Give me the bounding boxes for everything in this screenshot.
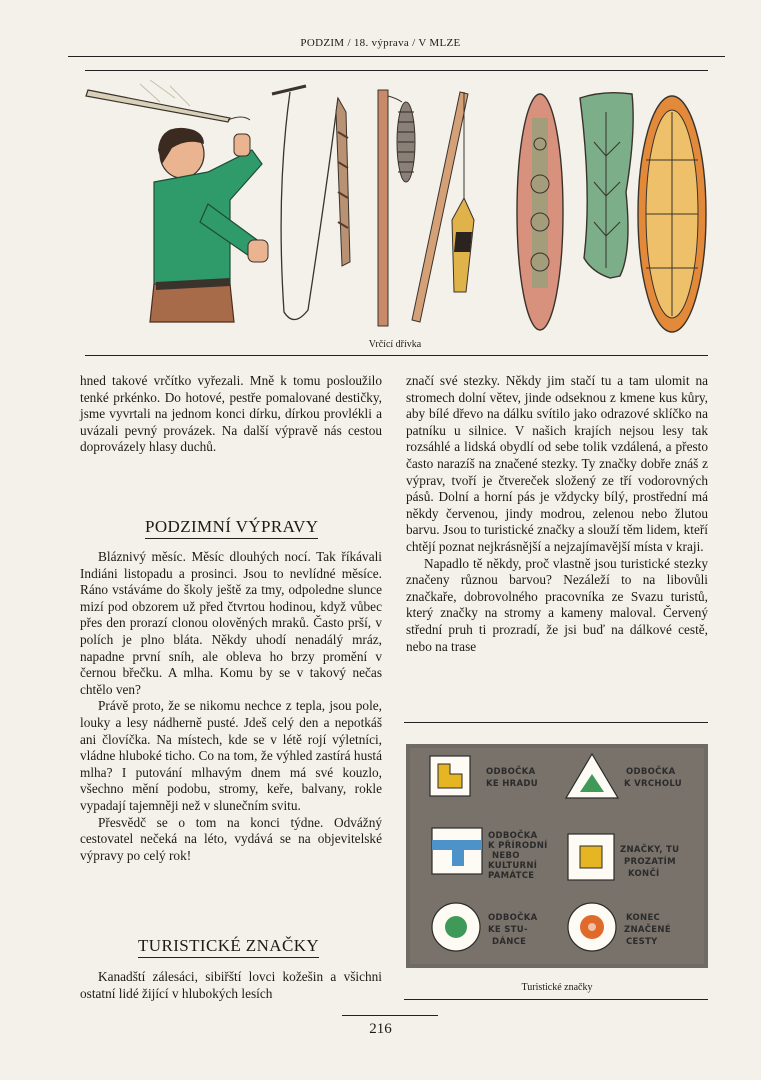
header-rule <box>68 56 725 57</box>
figure-marks-top-rule <box>404 722 708 723</box>
label-peak-2: K VRCHOLU <box>624 779 682 789</box>
label-monument-2: K PŘÍRODNÍ <box>488 841 548 851</box>
heading-podzimni-vypravy: PODZIMNÍ VÝPRAVY <box>145 517 318 539</box>
label-monument-4: KULTURNÍ <box>488 861 538 871</box>
paragraph: Napadlo tě někdy, proč vlastně jsou turistické stezky značeny různou barvou? Nezáleží to na libovůli značkaře, dobrovolného pracovníka ze Svazu turistů, který značky na stromy a kameny maloval. Červený střední pruh ti prozradí, že jsi buď na dálkové cestě, nebo na trase <box>406 555 708 654</box>
roarer-board-pink <box>517 94 563 330</box>
label-monument-3: NEBO <box>492 851 520 861</box>
mark-monument <box>432 828 482 874</box>
page-number-rule <box>342 1015 438 1016</box>
left-column-section1 <box>80 549 382 864</box>
bull-roarer-illustration <box>80 72 710 334</box>
heading-turisticke-znacky: TURISTICKÉ ZNAČKY <box>138 936 319 958</box>
paragraph: Bláznivý měsíc. Měsíc dlouhých nocí. Tak říkávali Indiáni listopadu a prosinci. Jsou to nevlídné měsíce. Ráno vstáváme do školy ještě za tmy, odpoledne slunce mizí pod obzorem už před čtvrtou hodinou, když vůbec přes den prorazí clonou olověných mraků. Často prší, v polích je plno bláta. Někdy uhodí nenadálý mráz, napadne první sníh, ale obleva ho brzy promění v černou břečku. A mlha. Komu by se v takový nečas chtělo ven? <box>80 549 382 697</box>
roarer-3 <box>378 90 415 326</box>
roarer-2 <box>272 86 350 320</box>
boy-figure <box>86 80 268 322</box>
figure-marks-bottom-rule <box>404 999 708 1000</box>
roarer-board-orange <box>638 96 706 332</box>
paragraph: Kanadští zálesáci, sibiřští lovci kožešin a všichni ostatní lidé žijící v hlubokých lesích <box>80 969 382 1001</box>
label-monument-1: ODBOČKA <box>488 831 538 841</box>
intro-paragraph: hned takové vrčítko vyřezali. Mně k tomu posloužilo tenké prkénko. Do hotové, pestře pomalované destičky, jsme vyvrtali na jednom konci dírku, dírkou provlékli a uvázali pevný provázek. Na další výpravě nás cestou doprovázely hlasy duchů. <box>80 373 382 455</box>
figure-top-rule <box>85 70 708 71</box>
paragraph: Právě proto, že se nikomu nechce z tepla, jsou pole, louky a lesy nádherně pusté. Jdeš celý den a nepotkáš ani človíčka. Na místech, kde se v létě rojí výletníci, vládne hluboké ticho. Co na tom, že výhled zastírá hustá mlha? I putování mlhavým dnem má své kouzlo, všechno mění podobu, stromy, keře, balvany, rokle vypadají tajemněji než v slunečním svitu. <box>80 698 382 813</box>
running-head: PODZIM / 18. výprava / V MLZE <box>300 37 461 49</box>
left-column-section2 <box>80 969 382 1002</box>
label-end-route-3: CESTY <box>626 937 658 947</box>
mark-end <box>568 834 614 880</box>
label-end-2: PROZATÍM <box>624 857 676 867</box>
label-spring-3: DÁNCE <box>492 937 527 947</box>
label-spring-1: ODBOČKA <box>488 913 538 923</box>
roarer-4 <box>412 92 474 322</box>
roarer-board-green <box>580 93 633 278</box>
label-end-1: ZNAČKY, TU <box>620 845 680 855</box>
figure-top-bottom-rule <box>85 355 708 356</box>
page-number: 216 <box>369 1021 392 1037</box>
mark-spring <box>432 903 480 951</box>
figure-marks-caption: Turistické značky <box>521 982 593 993</box>
paragraph: Přesvědč se o tom na konci týdne. Odvážný cestovatel nečeká na léto, vydává se na objevitelské výpravy po celý rok! <box>80 814 382 863</box>
label-peak-1: ODBOČKA <box>626 767 676 777</box>
label-monument-5: PAMÁTCE <box>488 871 535 881</box>
mark-castle <box>430 756 470 796</box>
left-column <box>80 373 382 456</box>
label-end-3: KONČÍ <box>628 869 660 879</box>
label-castle-2: KE HRADU <box>486 779 538 789</box>
label-end-route-2: ZNAČENÉ <box>624 925 671 935</box>
label-spring-2: KE STU- <box>488 925 528 935</box>
right-column <box>406 373 708 655</box>
paragraph: značí své stezky. Někdy jim stačí tu a tam ulomit na stromech dolní větev, jinde odseknou z kmene kus kůry, aby bílé dřevo na dálku svítilo jako odrazové sklíčko na patníku u silnice. V našich krajích nejsou lesy tak rozsáhlé a lidská obydlí od sebe tolik vzdálená, a přesto často narazíš na značené stezky. Ty značky dobře znáš z výprav, tvoří je čtvereček složený ze tří vodorovných pásů. Dolní a horní pás je vždycky bílý, prostřední má někdy červenou, jindy modrou, zelenou nebo žlutou barvu. Jsou to turistické značky a slouží těm lidem, kteří chtějí poznat nejkrásnější a nejzajímavější místa v kraji. <box>406 373 708 554</box>
label-castle-1: ODBOČKA <box>486 767 536 777</box>
label-end-route-1: KONEC <box>626 913 661 923</box>
figure-top-caption: Vrčící dřívka <box>368 339 422 350</box>
trail-marks-illustration <box>406 744 708 968</box>
mark-end-route <box>568 903 616 951</box>
